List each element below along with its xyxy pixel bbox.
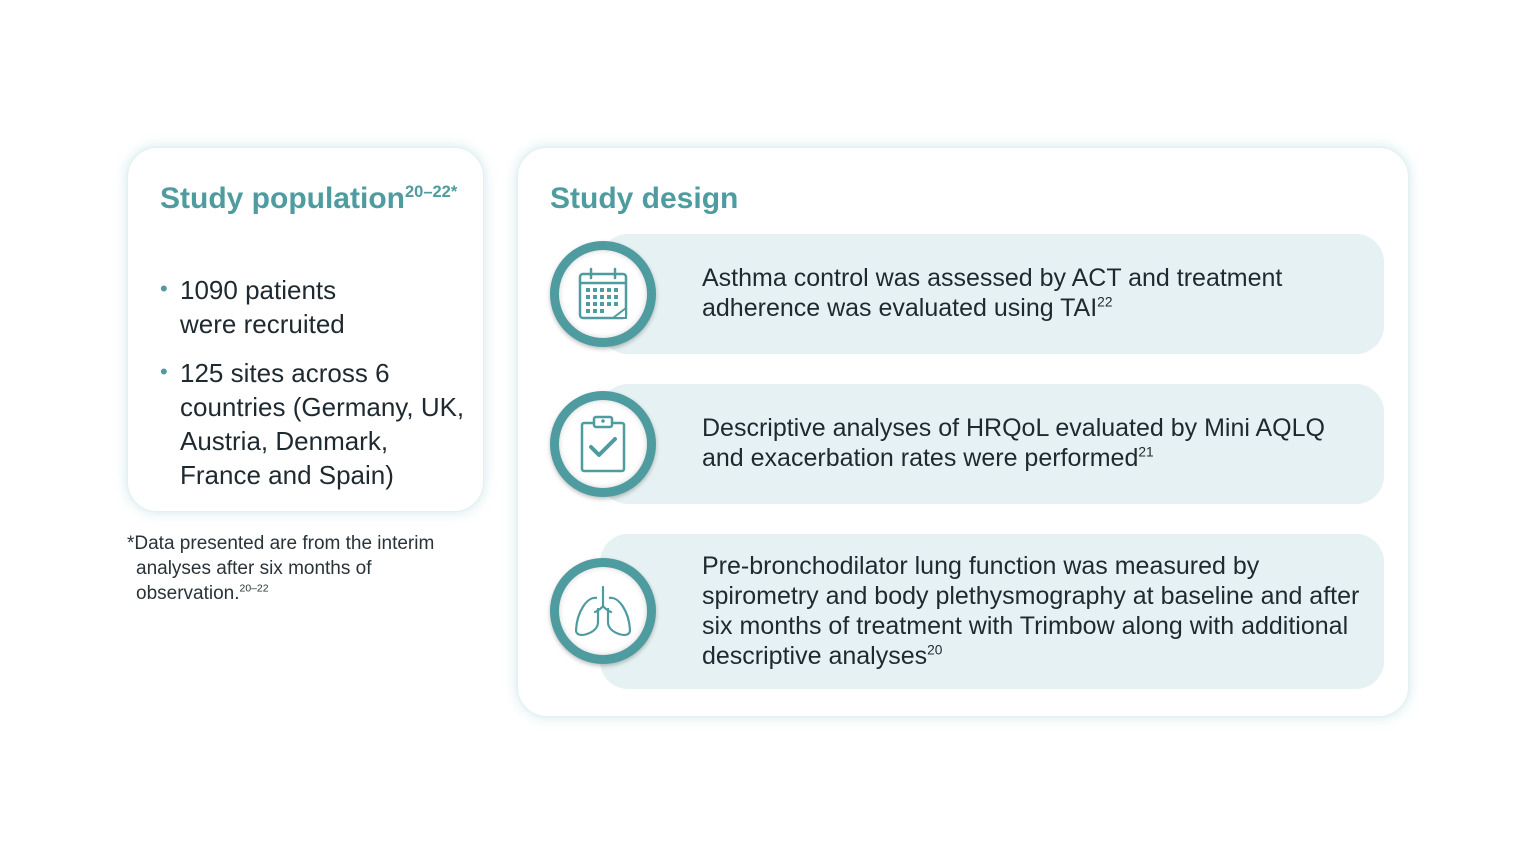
design-item-lung-function [550, 534, 1384, 689]
calendar-icon [577, 266, 629, 322]
study-population-card [127, 147, 484, 512]
population-item-patients: • 1090 patients were recruited [160, 273, 380, 341]
design-item-text: Pre-bronchodilator lung function was measured by spirometry and body plethysmography at baseline and after six months of treatment with Trimbow along with additional descriptive analyses$^{20}$ [702, 552, 1360, 670]
clipboard-check-icon [578, 414, 628, 474]
footnote-reference: 20–22 [239, 583, 269, 595]
design-item-text: Descriptive analyses of HRQoL evaluated by Mini AQLQ and exacerbation rates were performed$^{21}$ [702, 414, 1325, 472]
lungs-icon-badge [550, 558, 656, 664]
footnote: *Data presented are from the interim analyses after six months of observation.$^{20-22}$ [127, 533, 435, 604]
study-population-title-reference: 20–22* [404, 183, 458, 201]
design-item-text: Asthma control was assessed by ACT and treatment adherence was evaluated using TAI$^{22}$ [702, 264, 1283, 322]
study-population-title: Study population$^{20-22*}$ [160, 182, 458, 215]
study-design-card [517, 147, 1409, 717]
design-item-hrqol [550, 384, 1384, 504]
calendar-icon-badge [550, 241, 656, 347]
design-item-reference: 22 [1097, 294, 1113, 310]
clipboard-icon-badge [550, 391, 656, 497]
design-item-reference: 20 [927, 642, 943, 658]
lungs-icon [573, 584, 633, 638]
design-item-asthma-control [550, 234, 1384, 354]
design-item-reference: 21 [1138, 444, 1154, 460]
population-list [160, 273, 475, 507]
population-item-sites: • 125 sites across 6 countries (Germany, UK, Austria, Denmark, France and Spain) [160, 356, 475, 492]
study-design-title: Study design [550, 182, 739, 215]
